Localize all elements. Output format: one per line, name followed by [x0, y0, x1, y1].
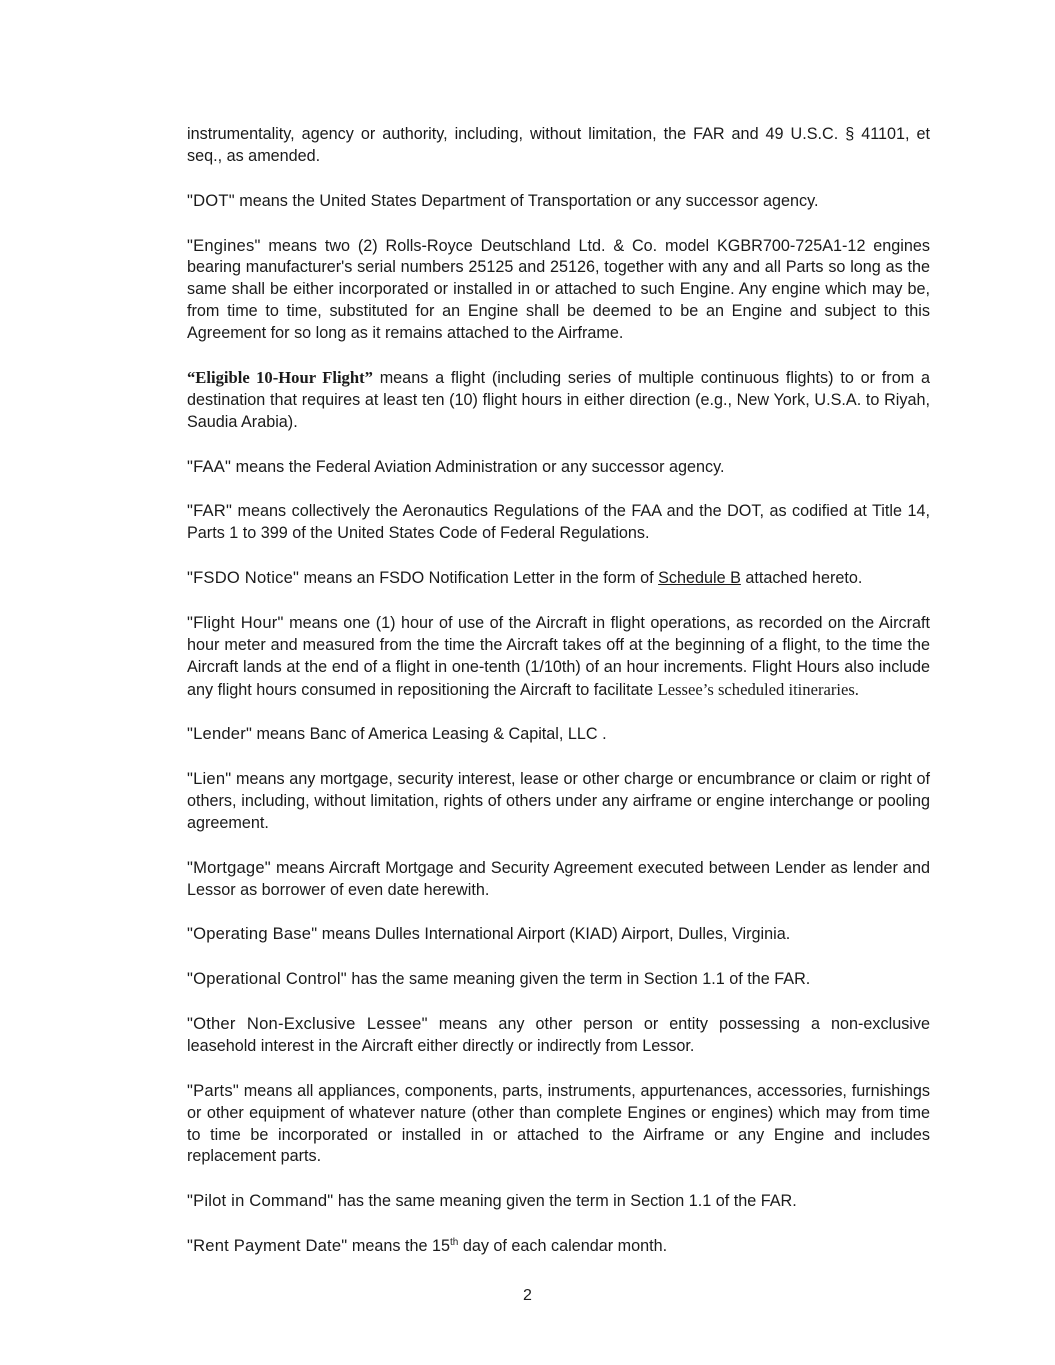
definition-text: means Banc of America Leasing & Capital, LLC .: [252, 725, 607, 744]
defined-term: "Parts": [187, 1080, 239, 1100]
definition-pilot-in-command: [187, 1190, 930, 1213]
definition-faa: [187, 456, 930, 479]
page-number: 2: [523, 1287, 532, 1304]
definition-text: means all appliances, components, parts, instruments, appurtenances, accessories, furnishings or other equipment of whatever nature (other than complete Engines or engines) which may from time to time be incorporated or installed in or attached to the Airframe or any Engine and includes replacement parts.: [187, 1081, 930, 1166]
definition-text-tail: Lessee’s scheduled itineraries.: [657, 679, 859, 699]
definition-text: has the same meaning given the term in Section 1.1 of the FAR.: [346, 970, 811, 989]
definition-text: means Aircraft Mortgage and Security Agreement executed between Lender as lender and Lessor as borrower of even date herewith.: [187, 858, 930, 899]
definition-text: means one (1) hour of use of the Aircraft in flight operations, as recorded on the Aircraft hour meter and measured from the time the Aircraft takes off at the beginning of a flight, to the time the Aircraft lands at the end of a flight in one-tenth (1/10th) of an hour increments. Flight Hours also include any flight hours consumed in repositioning the Aircraft to facilitate: [187, 613, 930, 699]
definition-text: means any other person or entity possessing a non-exclusive leasehold interest in the Aircraft either directly or indirectly from Lessor.: [187, 1015, 930, 1055]
definition-operational-control: [187, 968, 930, 991]
defined-term: "FSDO Notice": [187, 568, 300, 588]
schedule-b-reference: Schedule B: [658, 569, 741, 588]
definition-engines: [187, 235, 930, 346]
defined-term: "Operating Base": [187, 924, 318, 944]
defined-term: "Other Non-Exclusive Lessee": [187, 1014, 428, 1034]
definition-operating-base: [187, 923, 930, 946]
definition-text-end: day of each calendar month.: [458, 1237, 668, 1256]
definition-mortgage: [187, 857, 930, 902]
definition-lender: [187, 723, 930, 746]
defined-term: "DOT": [187, 190, 235, 210]
definition-dot: [187, 190, 930, 213]
defined-term: "FAR": [187, 501, 233, 521]
definition-text: means the United States Department of Transportation or any successor agency.: [234, 191, 819, 210]
ordinal-suffix: th: [449, 1237, 459, 1249]
definition-eligible-10-hour-flight: [187, 367, 930, 434]
definition-text: means Dulles International Airport (KIAD) Airport, Dulles, Virginia.: [317, 925, 791, 944]
definition-lien: [187, 768, 930, 835]
definition-text: means an FSDO Notification Letter in the form of: [299, 569, 659, 588]
definition-text: means the 15: [347, 1237, 450, 1256]
defined-term: "Pilot in Command": [187, 1191, 334, 1211]
definition-flight-hour: [187, 612, 930, 702]
defined-term: "Mortgage": [187, 857, 271, 877]
definition-text: means the Federal Aviation Administration or any successor agency.: [231, 457, 725, 476]
definition-text-end: attached hereto.: [740, 569, 863, 588]
definition-text: means any mortgage, security interest, lease or other charge or encumbrance or claim or right of others, including, without limitation, rights of others under any airframe or engine interchange or pooling agreement.: [187, 770, 930, 832]
definition-text: has the same meaning given the term in Section 1.1 of the FAR.: [333, 1192, 797, 1211]
definition-intro-continuation: [187, 124, 930, 168]
definition-text: means a flight (including series of multiple continuous flights) to or from a destination that requires at least ten (10) flight hours in either direction (e.g., New York, U.S.A. to Riyah, Saudia Arabia).: [187, 368, 930, 431]
definition-text: instrumentality, agency or authority, including, without limitation, the FAR and 49 U.S.C. § 41101, et seq., as amended.: [187, 125, 930, 165]
defined-term: “Eligible 10-Hour Flight”: [187, 367, 373, 387]
definition-text: means two (2) Rolls-Royce Deutschland Ltd. & Co. model KGBR700-725A1-12 engines bearing manufacturer's serial numbers 25125 and 25126, together with any and all Parts so long as the same shall be either incorporated or installed in or attached to such Engine. Any engine which may be, from time to time, substituted for an Engine shall be deemed to be an Engine and subject to this Agreement for so long as it remains attached to the Airframe.: [187, 236, 930, 343]
definition-parts: [187, 1080, 930, 1169]
defined-term: "Engines": [187, 235, 261, 255]
definition-fsdo-notice: [187, 567, 930, 590]
defined-term: "Lien": [187, 769, 232, 789]
defined-term: "Operational Control": [187, 969, 347, 989]
definition-rent-payment-date: [187, 1235, 930, 1258]
defined-term: "Rent Payment Date": [187, 1236, 348, 1256]
document-body: [187, 124, 930, 1280]
defined-term: "Lender": [187, 724, 253, 744]
definition-other-non-exclusive-lessee: [187, 1013, 930, 1058]
defined-term: "Flight Hour": [187, 612, 284, 632]
defined-term: "FAA": [187, 456, 232, 476]
definition-far: [187, 500, 930, 545]
definition-text: means collectively the Aeronautics Regulations of the FAA and the DOT, as codified at Title 14, Parts 1 to 399 of the United States Code of Federal Regulations.: [187, 502, 930, 543]
